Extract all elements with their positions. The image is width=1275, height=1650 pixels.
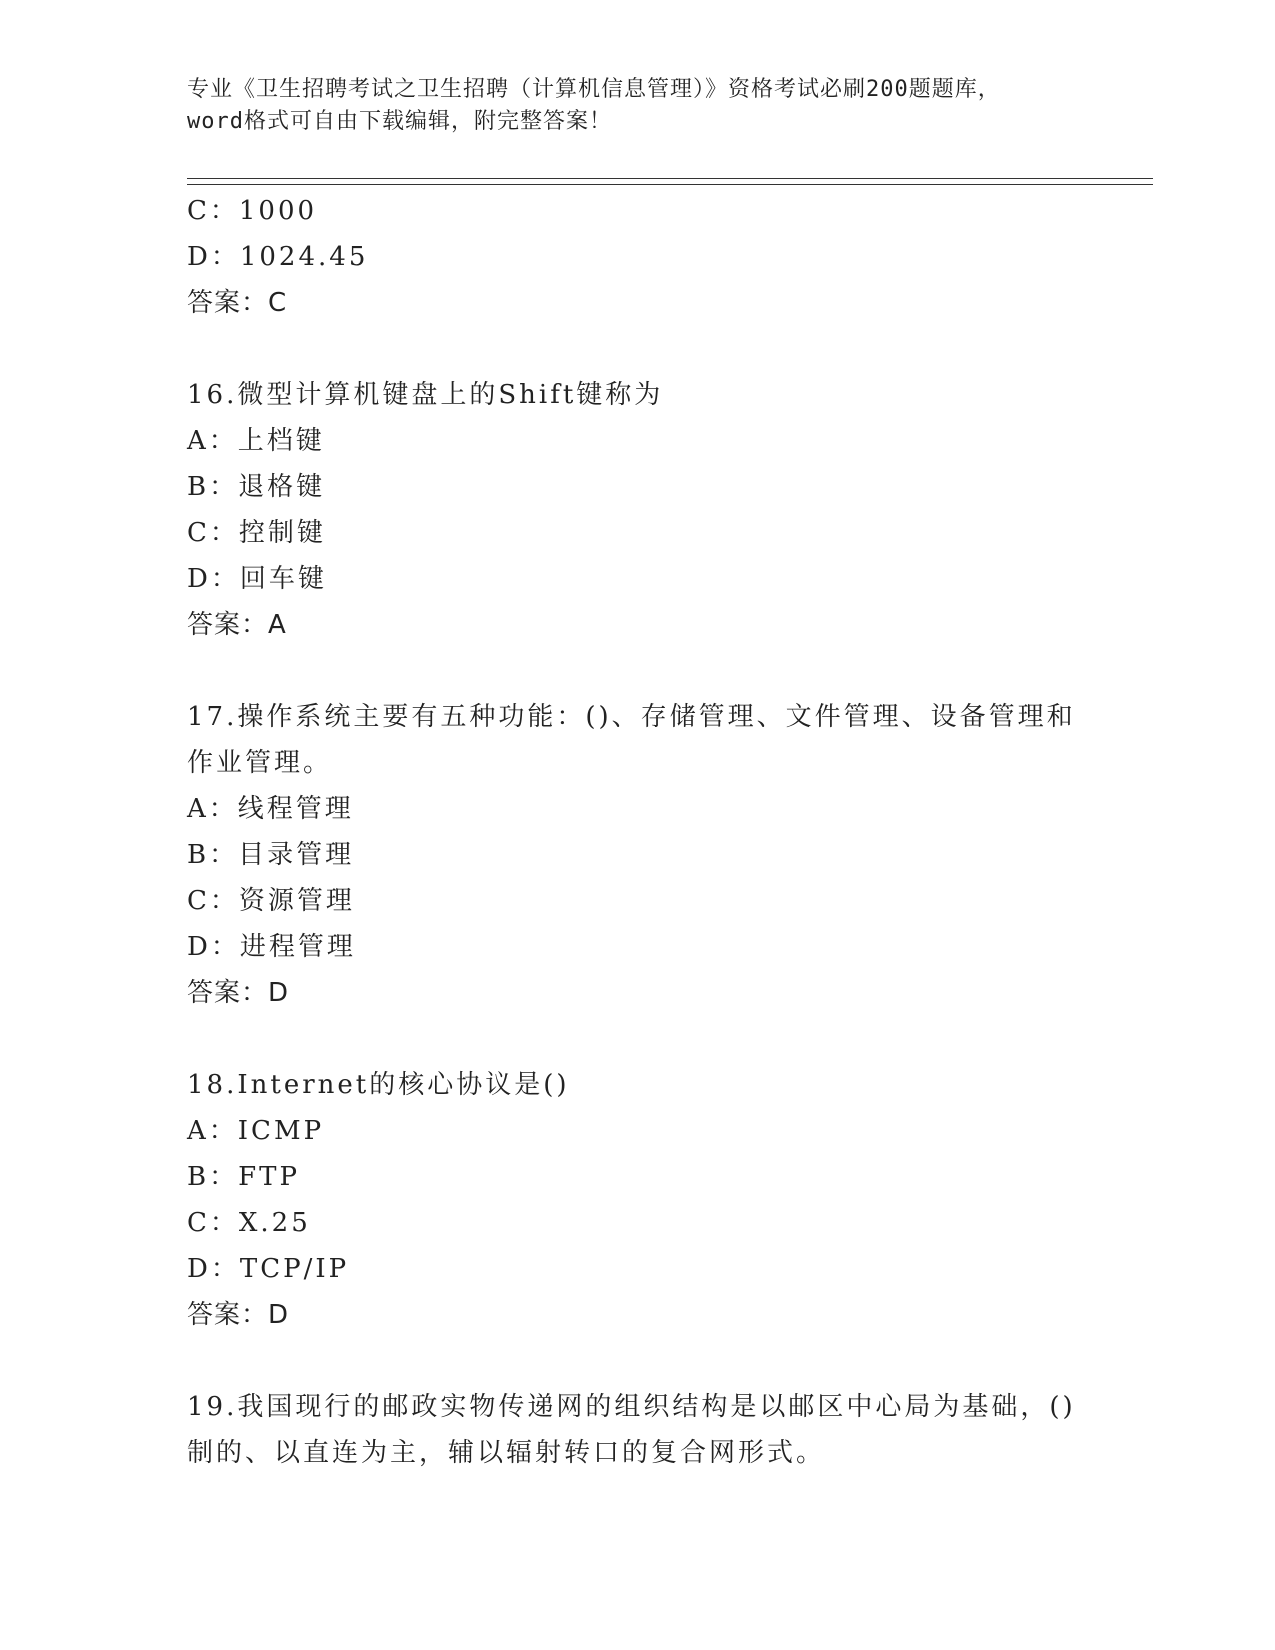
answer-line: 答案：D bbox=[187, 1300, 290, 1330]
option-c: C：X.25 bbox=[187, 1208, 311, 1238]
question-stem: 18.Internet的核心协议是() bbox=[187, 1070, 570, 1100]
question-17 bbox=[187, 694, 1087, 1016]
header-title-line-1: 专业《卫生招聘考试之卫生招聘（计算机信息管理）》资格考试必刷200题题库， bbox=[187, 77, 1001, 102]
spacer bbox=[187, 648, 1087, 694]
answer-line: 答案：C bbox=[187, 288, 288, 318]
option-d: D：进程管理 bbox=[187, 932, 356, 962]
option-d: D：TCP/IP bbox=[187, 1254, 350, 1284]
question-stem-line-1: 19.我国现行的邮政实物传递网的组织结构是以邮区中心局为基础，() bbox=[187, 1392, 1076, 1422]
question-19 bbox=[187, 1384, 1087, 1476]
option-b: B：目录管理 bbox=[187, 840, 355, 870]
option-a: A：线程管理 bbox=[187, 794, 354, 824]
option-b: B：FTP bbox=[187, 1162, 300, 1192]
option-c: C：1000 bbox=[187, 196, 318, 226]
option-d: D：1024.45 bbox=[187, 242, 369, 272]
spacer bbox=[187, 326, 1087, 372]
header-title-line-2: word格式可自由下载编辑，附完整答案！ bbox=[187, 109, 612, 134]
question-15-tail bbox=[187, 188, 1087, 326]
header-divider-top bbox=[187, 178, 1153, 179]
question-18 bbox=[187, 1062, 1087, 1338]
option-b: B：退格键 bbox=[187, 472, 326, 502]
question-list bbox=[187, 188, 1087, 1476]
option-a: A：上档键 bbox=[187, 426, 325, 456]
option-c: C：控制键 bbox=[187, 518, 326, 548]
question-stem: 16.微型计算机键盘上的Shift键称为 bbox=[187, 380, 664, 410]
answer-line: 答案：A bbox=[187, 610, 287, 640]
question-stem-line-1: 17.操作系统主要有五种功能：()、存储管理、文件管理、设备管理和 bbox=[187, 702, 1076, 732]
answer-line: 答案：D bbox=[187, 978, 290, 1008]
question-stem-line-2: 作业管理。 bbox=[187, 748, 333, 778]
question-stem-line-2: 制的、以直连为主，辅以辐射转口的复合网形式。 bbox=[187, 1438, 826, 1468]
document-header bbox=[187, 74, 1087, 138]
option-c: C：资源管理 bbox=[187, 886, 355, 916]
option-d: D：回车键 bbox=[187, 564, 327, 594]
question-16 bbox=[187, 372, 1087, 648]
option-a: A：ICMP bbox=[187, 1116, 325, 1146]
header-divider-bottom bbox=[187, 184, 1153, 185]
spacer bbox=[187, 1338, 1087, 1384]
spacer bbox=[187, 1016, 1087, 1062]
